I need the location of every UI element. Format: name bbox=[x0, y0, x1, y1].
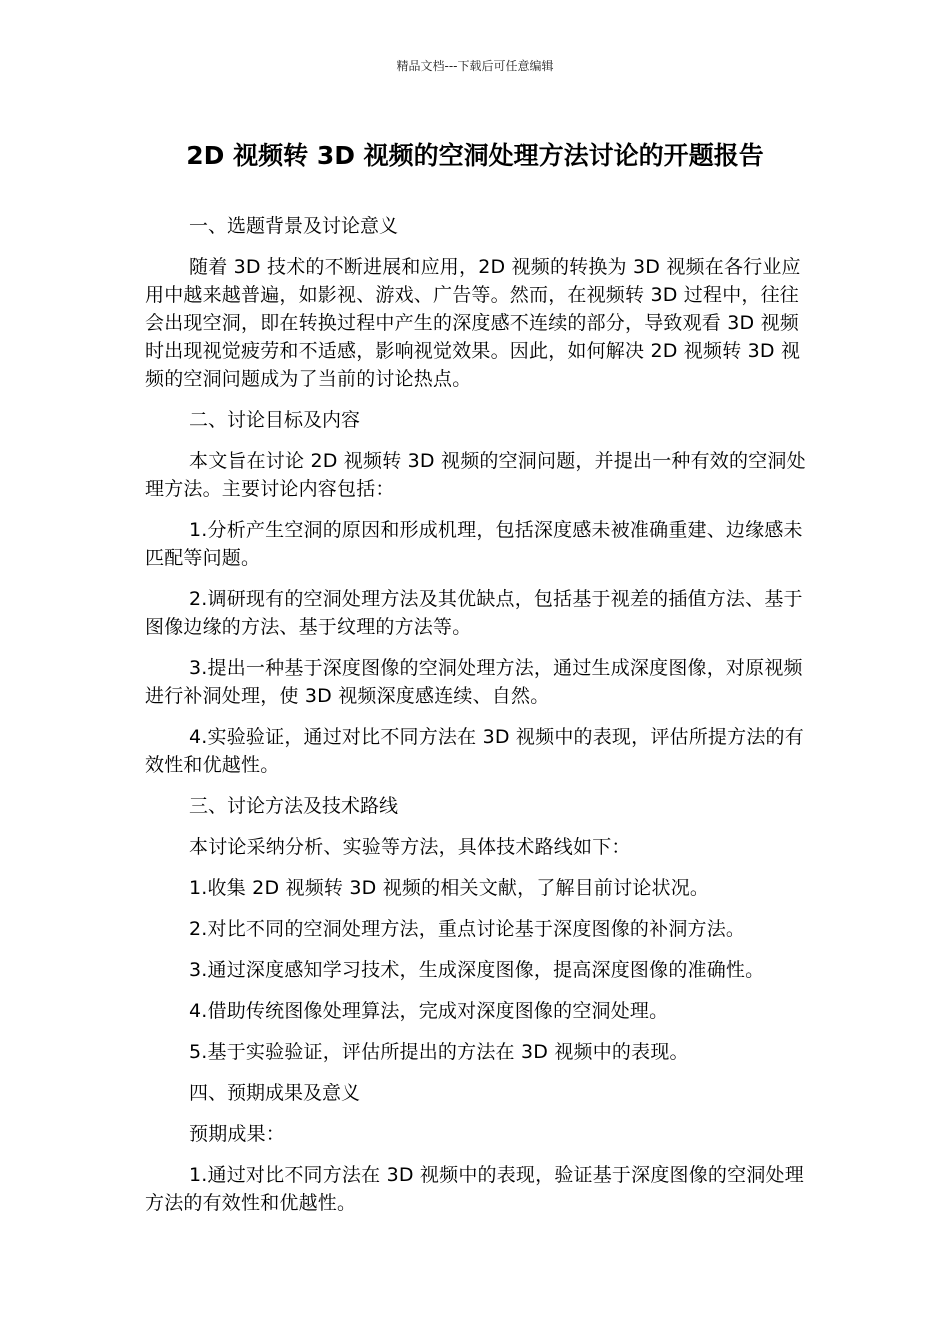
section-heading: 四、预期成果及意义 bbox=[189, 1082, 361, 1104]
paragraph: 本讨论采纳分析、实验等方法，具体技术路线如下： bbox=[189, 836, 631, 858]
list-item: 4.实验验证，通过对比不同方法在 3D 视频中的表现，评估所提方法的有效性和优越性。 bbox=[145, 726, 804, 776]
page-header: 精品文档---下载后可任意编辑 bbox=[396, 59, 554, 73]
list-item: 1.收集 2D 视频转 3D 视频的相关文献，了解目前讨论状况。 bbox=[189, 877, 710, 899]
list-item: 2.对比不同的空洞处理方法，重点讨论基于深度图像的补洞方法。 bbox=[189, 918, 746, 940]
document-body bbox=[145, 212, 810, 1230]
list-item: 3.通过深度感知学习技术，生成深度图像，提高深度图像的准确性。 bbox=[189, 959, 765, 981]
list-item: 2.调研现有的空洞处理方法及其优缺点，包括基于视差的插值方法、基于图像边缘的方法、基于纹理的方法等。 bbox=[145, 588, 803, 638]
list-item: 4.借助传统图像处理算法，完成对深度图像的空洞处理。 bbox=[189, 1000, 669, 1022]
document-title: 2D 视频转 3D 视频的空洞处理方法讨论的开题报告 bbox=[186, 141, 764, 170]
section-heading: 二、讨论目标及内容 bbox=[189, 409, 361, 431]
paragraph: 预期成果： bbox=[189, 1123, 286, 1145]
paragraph: 随着 3D 技术的不断进展和应用，2D 视频的转换为 3D 视频在各行业应用中越来越普遍，如影视、游戏、广告等。然而，在视频转 3D 过程中，往往会出现空洞，即在转换过程中产生的深度感不连续的部分，导致观看 3D 视频时出现视觉疲劳和不适感，影响视觉效果。因此，如何解决 2D 视频转 3D 视频的空洞问题成为了当前的讨论热点。 bbox=[145, 256, 801, 390]
section-heading: 三、讨论方法及技术路线 bbox=[189, 795, 399, 817]
section-background bbox=[145, 212, 810, 393]
list-item: 3.提出一种基于深度图像的空洞处理方法，通过生成深度图像，对原视频进行补洞处理，使 3D 视频深度感连续、自然。 bbox=[145, 657, 803, 707]
section-expected-results bbox=[145, 1079, 810, 1217]
section-methods bbox=[145, 792, 810, 1066]
section-goals bbox=[145, 406, 810, 779]
list-item: 5.基于实验验证，评估所提出的方法在 3D 视频中的表现。 bbox=[189, 1041, 689, 1063]
paragraph: 本文旨在讨论 2D 视频转 3D 视频的空洞问题，并提出一种有效的空洞处理方法。主要讨论内容包括： bbox=[145, 450, 806, 500]
list-item: 1.通过对比不同方法在 3D 视频中的表现，验证基于深度图像的空洞处理方法的有效性和优越性。 bbox=[145, 1164, 804, 1214]
list-item: 1.分析产生空洞的原因和形成机理，包括深度感未被准确重建、边缘感未匹配等问题。 bbox=[145, 519, 803, 569]
section-heading: 一、选题背景及讨论意义 bbox=[189, 215, 399, 237]
